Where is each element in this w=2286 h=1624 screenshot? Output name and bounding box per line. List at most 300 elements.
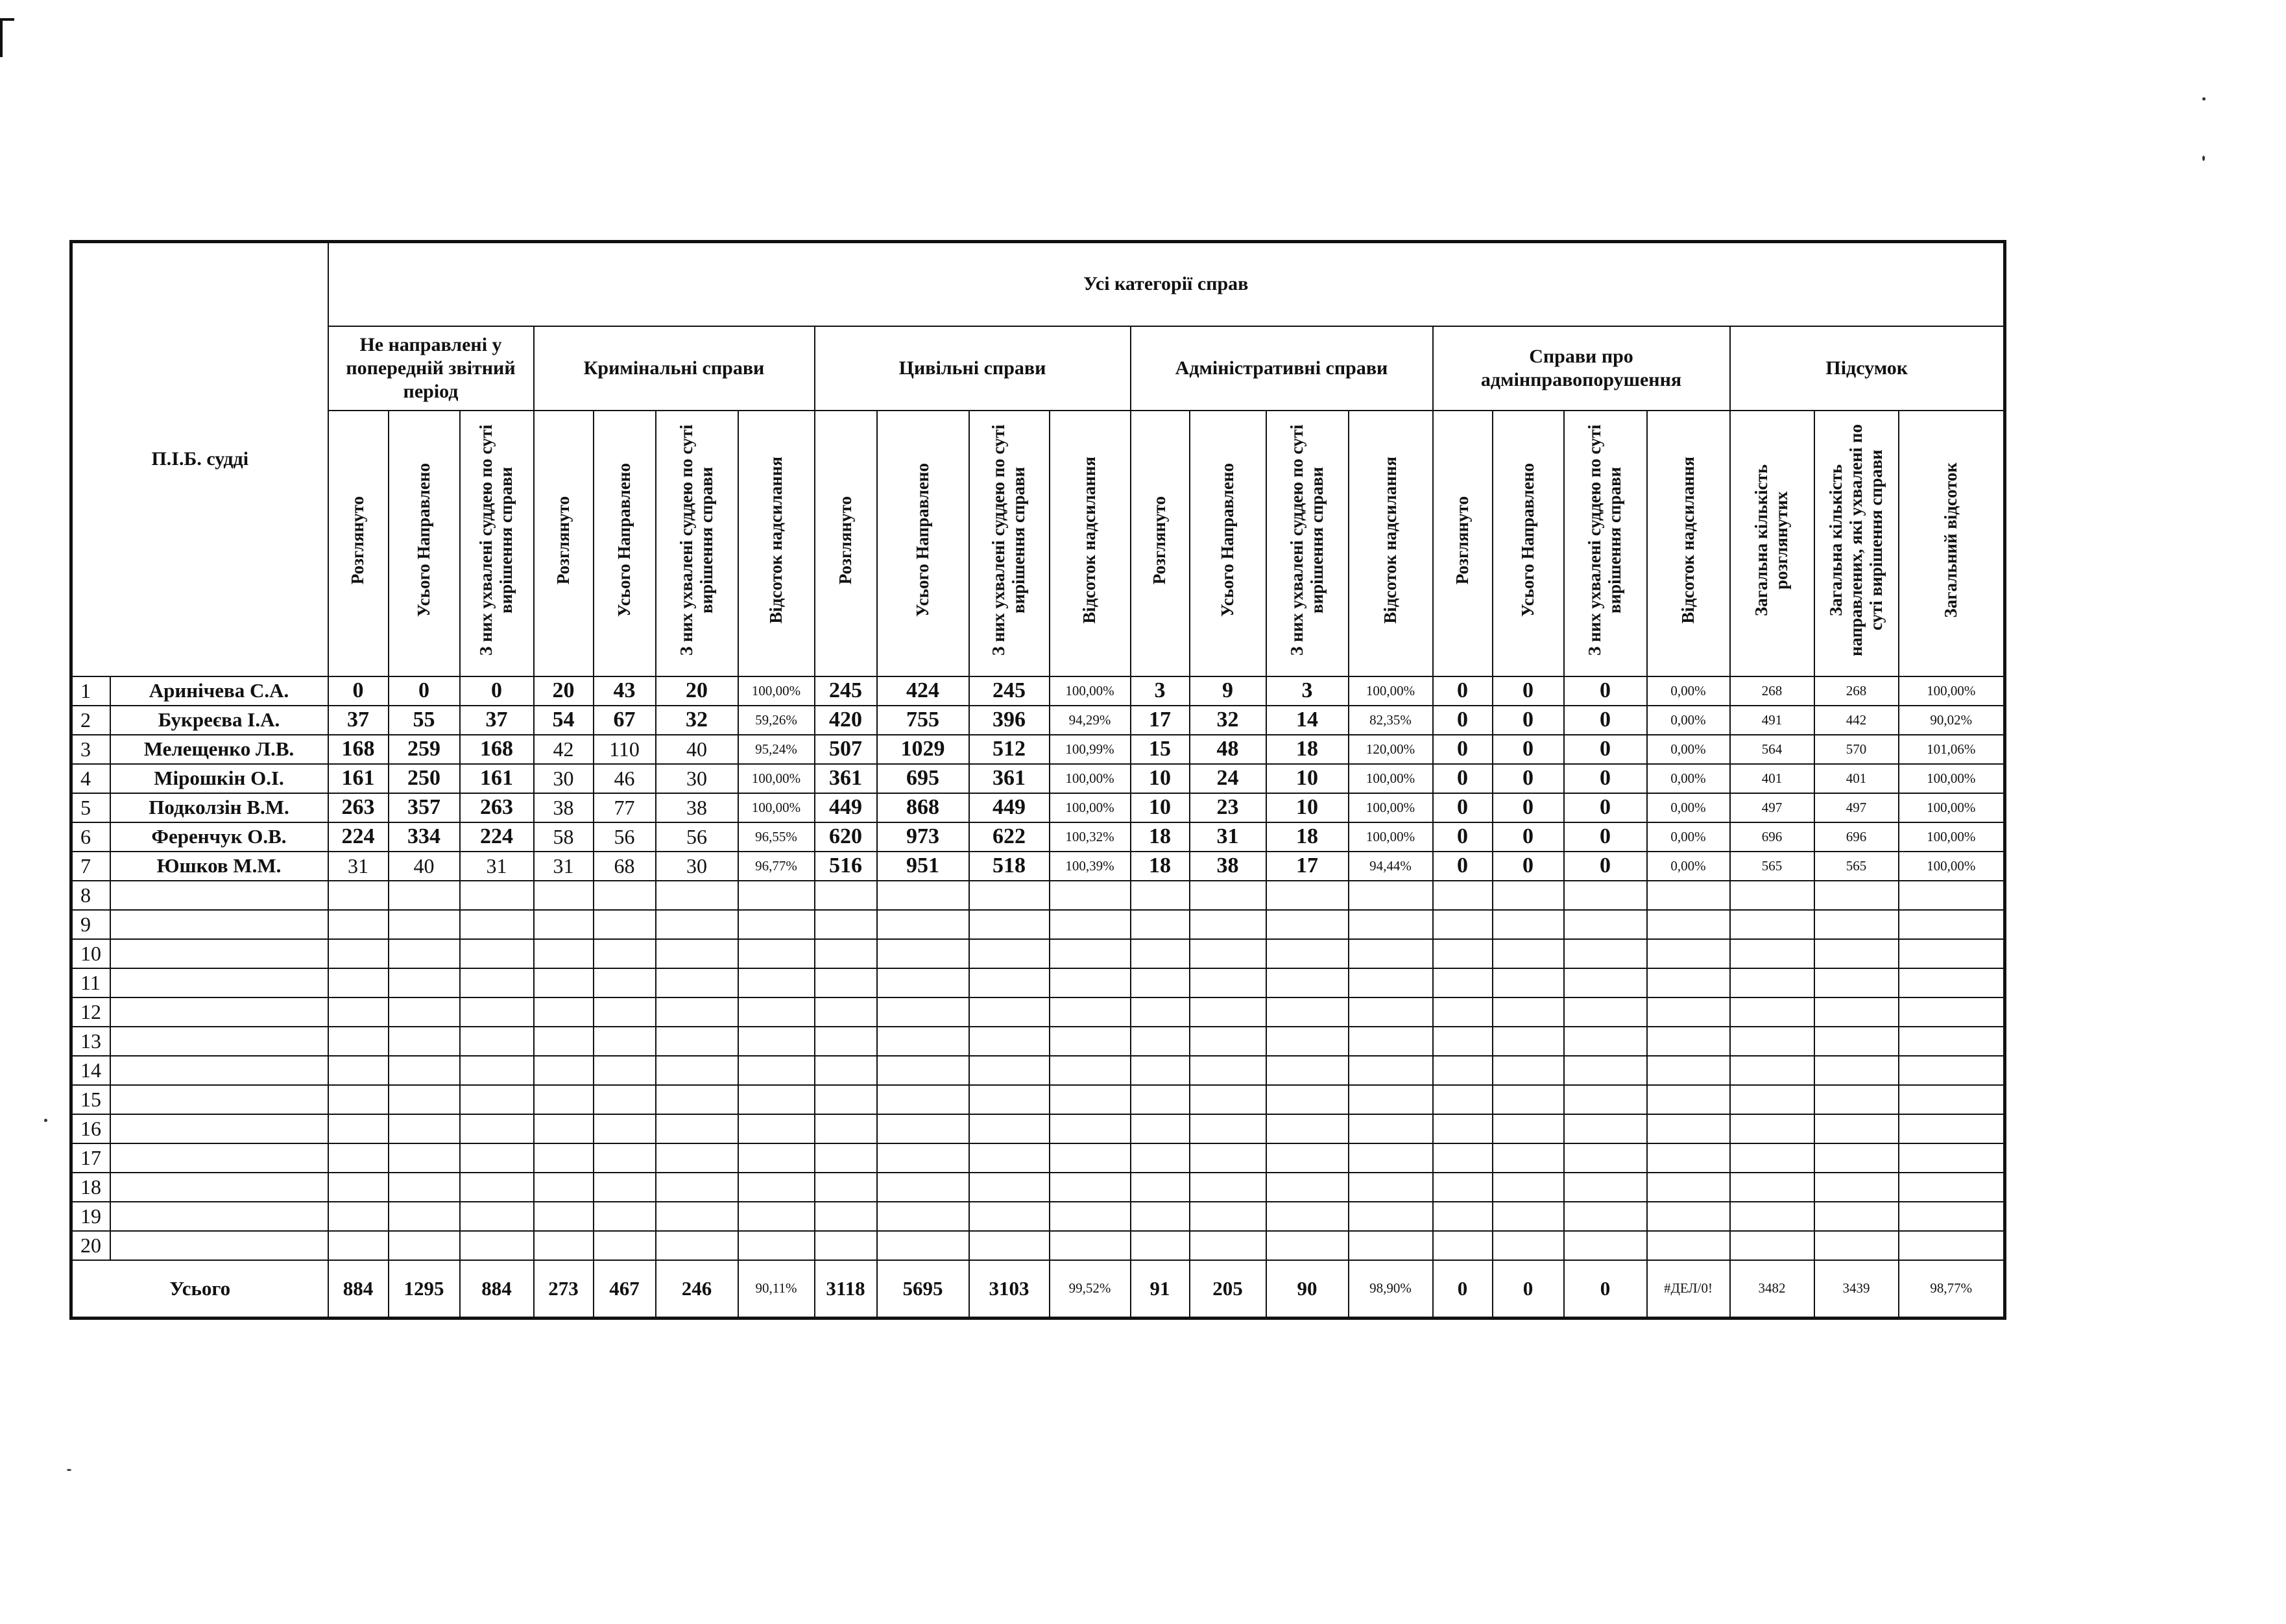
empty-cell (1564, 910, 1647, 939)
empty-cell (877, 997, 969, 1027)
empty-row (71, 910, 2005, 939)
empty-cell (594, 1173, 656, 1202)
empty-cell (815, 1202, 877, 1231)
civil-value: 361 (969, 764, 1050, 793)
sub-header (1730, 411, 1814, 676)
row-number: 5 (71, 793, 110, 822)
empty-cell (969, 1114, 1050, 1143)
empty-cell (1266, 1027, 1349, 1056)
civil-percent: 100,99% (1050, 735, 1131, 764)
empty-cell (877, 1027, 969, 1056)
judge-name-header: П.І.Б. судді (71, 242, 328, 676)
empty-cell (1493, 1202, 1564, 1231)
empty-cell (738, 1114, 815, 1143)
summary-total-reviewed: 696 (1730, 822, 1814, 852)
empty-cell (969, 1143, 1050, 1173)
empty-cell (1814, 939, 1899, 968)
admin-offence-percent: 0,00% (1647, 852, 1730, 881)
empty-cell (1349, 1231, 1433, 1260)
empty-cell (1266, 1173, 1349, 1202)
empty-cell (328, 910, 389, 939)
admin-offence-value: 0 (1433, 706, 1493, 735)
empty-cell (460, 910, 534, 939)
total-administrative-percent: 98,90% (1349, 1260, 1433, 1319)
judge-name: Букреєва І.А. (110, 706, 328, 735)
group-criminal: Кримінальні справи (534, 326, 815, 411)
not-sent-value: 224 (328, 822, 389, 852)
administrative-percent: 100,00% (1349, 764, 1433, 793)
empty-cell (460, 1231, 534, 1260)
empty-cell (877, 939, 969, 968)
empty-cell (1730, 910, 1814, 939)
empty-cell (1433, 939, 1493, 968)
sub-header-text: Розглянуто (348, 496, 368, 585)
criminal-value: 30 (656, 764, 738, 793)
admin-offence-value: 0 (1433, 735, 1493, 764)
sub-header-text: Розглянуто (553, 496, 573, 585)
empty-cell (328, 1114, 389, 1143)
total-criminal: 273 (534, 1260, 594, 1319)
empty-row (71, 1202, 2005, 1231)
empty-cell (1131, 1114, 1190, 1143)
empty-cell (1131, 997, 1190, 1027)
empty-cell (1190, 1143, 1266, 1173)
not-sent-value: 263 (328, 793, 389, 822)
sub-header-text: З них ухвалені суддею по суті вирішення справи (1585, 424, 1625, 656)
criminal-value: 77 (594, 793, 656, 822)
sub-header-text: Відсоток надсилання (765, 457, 786, 624)
empty-cell (460, 1085, 534, 1114)
summary-total-percent: 100,00% (1899, 793, 2005, 822)
empty-cell (1730, 1202, 1814, 1231)
sub-header-text: З них ухвалені суддею по суті вирішення справи (476, 424, 516, 656)
civil-value: 245 (815, 676, 877, 706)
empty-cell (1050, 968, 1131, 997)
empty-cell (1899, 1143, 2005, 1173)
empty-cell (1349, 881, 1433, 910)
sub-header-text: Розглянуто (1452, 496, 1472, 585)
empty-cell (389, 1231, 460, 1260)
empty-cell (1899, 1231, 2005, 1260)
empty-cell (815, 910, 877, 939)
empty-cell (1433, 1114, 1493, 1143)
empty-cell (460, 997, 534, 1027)
civil-value: 755 (877, 706, 969, 735)
criminal-value: 42 (534, 735, 594, 764)
admin-offence-value: 0 (1433, 676, 1493, 706)
empty-cell (1050, 1085, 1131, 1114)
scan-corner-mark (0, 18, 3, 57)
empty-cell (1050, 997, 1131, 1027)
empty-cell (389, 1114, 460, 1143)
empty-cell (1266, 939, 1349, 968)
empty-row (71, 1143, 2005, 1173)
empty-cell (815, 1173, 877, 1202)
empty-cell (110, 1202, 328, 1231)
administrative-value: 23 (1190, 793, 1266, 822)
criminal-percent: 96,55% (738, 822, 815, 852)
empty-cell (1050, 1027, 1131, 1056)
empty-cell (1730, 1056, 1814, 1085)
not-sent-value: 0 (460, 676, 534, 706)
empty-cell (1266, 1056, 1349, 1085)
criminal-percent: 100,00% (738, 764, 815, 793)
admin-offence-percent: 0,00% (1647, 676, 1730, 706)
empty-cell (534, 939, 594, 968)
empty-cell (110, 1114, 328, 1143)
empty-cell (110, 910, 328, 939)
not-sent-value: 224 (460, 822, 534, 852)
empty-cell (815, 1056, 877, 1085)
sub-header (656, 411, 738, 676)
empty-cell (1493, 1114, 1564, 1143)
admin-offence-value: 0 (1433, 764, 1493, 793)
empty-cell (1349, 1114, 1433, 1143)
empty-cell (656, 1085, 738, 1114)
empty-cell (110, 1056, 328, 1085)
empty-cell (877, 1173, 969, 1202)
empty-cell (1730, 997, 1814, 1027)
total-not-sent: 884 (328, 1260, 389, 1319)
row-number: 2 (71, 706, 110, 735)
total-civil: 5695 (877, 1260, 969, 1319)
not-sent-value: 0 (389, 676, 460, 706)
empty-cell (1349, 939, 1433, 968)
not-sent-value: 0 (328, 676, 389, 706)
summary-total-reviewed: 565 (1730, 852, 1814, 881)
empty-cell (1266, 1143, 1349, 1173)
empty-cell (389, 1027, 460, 1056)
empty-cell (1814, 1173, 1899, 1202)
empty-cell (1564, 1114, 1647, 1143)
sub-header-text: Усього Направлено (614, 463, 634, 617)
empty-cell (1433, 968, 1493, 997)
empty-cell (1433, 1027, 1493, 1056)
empty-cell (110, 1231, 328, 1260)
summary-total-reviewed: 497 (1730, 793, 1814, 822)
table-row (71, 852, 2005, 881)
empty-cell (534, 1027, 594, 1056)
empty-cell (1190, 939, 1266, 968)
admin-offence-value: 0 (1493, 822, 1564, 852)
summary-total-sent: 268 (1814, 676, 1899, 706)
empty-cell (389, 1056, 460, 1085)
administrative-value: 38 (1190, 852, 1266, 881)
empty-cell (1814, 1114, 1899, 1143)
empty-cell (656, 1027, 738, 1056)
criminal-value: 56 (656, 822, 738, 852)
empty-cell (594, 1114, 656, 1143)
empty-cell (877, 1056, 969, 1085)
empty-cell (328, 1173, 389, 1202)
empty-cell (1730, 968, 1814, 997)
empty-cell (460, 1027, 534, 1056)
empty-cell (1814, 1143, 1899, 1173)
sub-header (1564, 411, 1647, 676)
group-civil: Цивільні справи (815, 326, 1131, 411)
empty-cell (1493, 1173, 1564, 1202)
empty-cell (1131, 1202, 1190, 1231)
summary-total-percent: 100,00% (1899, 852, 2005, 881)
empty-cell (1899, 1114, 2005, 1143)
empty-cell (738, 968, 815, 997)
civil-value: 361 (815, 764, 877, 793)
empty-cell (534, 997, 594, 1027)
empty-cell (328, 939, 389, 968)
empty-cell (1647, 939, 1730, 968)
administrative-value: 18 (1131, 852, 1190, 881)
empty-cell (1349, 997, 1433, 1027)
civil-value: 420 (815, 706, 877, 735)
empty-cell (1814, 997, 1899, 1027)
empty-row (71, 1173, 2005, 1202)
empty-cell (389, 997, 460, 1027)
table-row (71, 822, 2005, 852)
empty-cell (1647, 1114, 1730, 1143)
empty-cell (1899, 1173, 2005, 1202)
empty-cell (594, 1143, 656, 1173)
empty-cell (328, 1085, 389, 1114)
scan-speck (67, 1469, 71, 1471)
empty-cell (1647, 968, 1730, 997)
empty-cell (1730, 1143, 1814, 1173)
civil-value: 695 (877, 764, 969, 793)
judge-name: Аринічева С.А. (110, 676, 328, 706)
empty-cell (877, 1143, 969, 1173)
empty-cell (1266, 997, 1349, 1027)
empty-cell (738, 881, 815, 910)
administrative-percent: 100,00% (1349, 822, 1433, 852)
empty-cell (1730, 881, 1814, 910)
row-number: 11 (71, 968, 110, 997)
empty-cell (1050, 1056, 1131, 1085)
empty-cell (1647, 1143, 1730, 1173)
criminal-value: 40 (656, 735, 738, 764)
total-criminal: 246 (656, 1260, 738, 1319)
not-sent-value: 168 (328, 735, 389, 764)
empty-cell (1814, 1027, 1899, 1056)
empty-cell (1647, 1202, 1730, 1231)
empty-cell (594, 1027, 656, 1056)
empty-cell (460, 1173, 534, 1202)
summary-total-sent: 565 (1814, 852, 1899, 881)
empty-cell (460, 1056, 534, 1085)
empty-row (71, 1056, 2005, 1085)
empty-cell (969, 881, 1050, 910)
sub-header (328, 411, 389, 676)
administrative-value: 17 (1131, 706, 1190, 735)
empty-cell (1266, 1231, 1349, 1260)
admin-offence-value: 0 (1493, 852, 1564, 881)
empty-cell (815, 939, 877, 968)
empty-cell (1433, 881, 1493, 910)
empty-cell (969, 1202, 1050, 1231)
empty-cell (656, 1231, 738, 1260)
empty-cell (1349, 1143, 1433, 1173)
total-civil-percent: 99,52% (1050, 1260, 1131, 1319)
administrative-value: 10 (1131, 764, 1190, 793)
empty-cell (969, 910, 1050, 939)
empty-cell (1433, 1173, 1493, 1202)
empty-cell (1131, 1056, 1190, 1085)
empty-cell (1433, 1202, 1493, 1231)
civil-value: 396 (969, 706, 1050, 735)
row-number: 18 (71, 1173, 110, 1202)
not-sent-value: 161 (328, 764, 389, 793)
sub-header-text: З них ухвалені суддею по суті вирішення справи (989, 424, 1029, 656)
empty-cell (594, 968, 656, 997)
empty-cell (1190, 1202, 1266, 1231)
sub-header-text: Розглянуто (835, 496, 855, 585)
empty-cell (1493, 1027, 1564, 1056)
empty-cell (594, 1056, 656, 1085)
empty-cell (969, 968, 1050, 997)
empty-cell (738, 1173, 815, 1202)
total-label: Усього (71, 1260, 328, 1319)
admin-offence-percent: 0,00% (1647, 822, 1730, 852)
empty-cell (656, 939, 738, 968)
empty-row (71, 968, 2005, 997)
sub-header-text: Усього Направлено (912, 463, 932, 617)
empty-cell (1050, 881, 1131, 910)
empty-cell (1564, 1173, 1647, 1202)
empty-cell (389, 1173, 460, 1202)
summary-total-percent: 100,00% (1899, 822, 2005, 852)
empty-cell (656, 997, 738, 1027)
empty-cell (1050, 1202, 1131, 1231)
empty-cell (1131, 939, 1190, 968)
summary-total-sent: 570 (1814, 735, 1899, 764)
not-sent-value: 40 (389, 852, 460, 881)
civil-value: 620 (815, 822, 877, 852)
empty-cell (594, 1202, 656, 1231)
empty-cell (460, 1143, 534, 1173)
empty-cell (877, 1085, 969, 1114)
empty-cell (877, 1231, 969, 1260)
sub-header (1266, 411, 1349, 676)
empty-cell (328, 968, 389, 997)
total-criminal: 467 (594, 1260, 656, 1319)
empty-cell (877, 910, 969, 939)
admin-offence-value: 0 (1493, 735, 1564, 764)
empty-cell (969, 997, 1050, 1027)
empty-cell (877, 1114, 969, 1143)
administrative-value: 10 (1131, 793, 1190, 822)
empty-cell (969, 1173, 1050, 1202)
empty-cell (534, 910, 594, 939)
empty-cell (1433, 997, 1493, 1027)
empty-cell (594, 997, 656, 1027)
sub-header (1050, 411, 1131, 676)
empty-cell (534, 1143, 594, 1173)
sub-header (1433, 411, 1493, 676)
empty-cell (738, 1027, 815, 1056)
empty-cell (1433, 1231, 1493, 1260)
empty-cell (1814, 1202, 1899, 1231)
empty-cell (738, 1202, 815, 1231)
administrative-value: 14 (1266, 706, 1349, 735)
empty-cell (1131, 881, 1190, 910)
civil-value: 512 (969, 735, 1050, 764)
empty-cell (1647, 1173, 1730, 1202)
empty-cell (656, 968, 738, 997)
criminal-value: 43 (594, 676, 656, 706)
not-sent-value: 168 (460, 735, 534, 764)
civil-percent: 100,32% (1050, 822, 1131, 852)
sub-header-text: Загальна кількість розглянутих (1751, 464, 1792, 617)
criminal-value: 58 (534, 822, 594, 852)
empty-cell (1349, 1027, 1433, 1056)
administrative-value: 10 (1266, 764, 1349, 793)
empty-cell (1131, 1231, 1190, 1260)
civil-value: 516 (815, 852, 877, 881)
empty-cell (534, 1114, 594, 1143)
empty-cell (815, 968, 877, 997)
summary-total-percent: 100,00% (1899, 764, 2005, 793)
criminal-value: 38 (534, 793, 594, 822)
empty-cell (738, 939, 815, 968)
administrative-percent: 120,00% (1349, 735, 1433, 764)
scan-speck (2202, 156, 2205, 161)
group-summary: Підсумок (1730, 326, 2005, 411)
row-number: 7 (71, 852, 110, 881)
empty-cell (328, 1143, 389, 1173)
empty-cell (1899, 1085, 2005, 1114)
empty-cell (1493, 1143, 1564, 1173)
empty-cell (328, 1056, 389, 1085)
scan-speck (2202, 97, 2206, 101)
empty-cell (815, 997, 877, 1027)
empty-cell (1493, 881, 1564, 910)
administrative-percent: 100,00% (1349, 793, 1433, 822)
civil-percent: 100,00% (1050, 764, 1131, 793)
total-not-sent: 1295 (389, 1260, 460, 1319)
empty-cell (1433, 1056, 1493, 1085)
empty-cell (460, 881, 534, 910)
empty-cell (1349, 910, 1433, 939)
empty-cell (1564, 997, 1647, 1027)
admin-offence-value: 0 (1433, 852, 1493, 881)
administrative-value: 9 (1190, 676, 1266, 706)
empty-cell (1433, 910, 1493, 939)
criminal-value: 20 (656, 676, 738, 706)
administrative-value: 18 (1266, 822, 1349, 852)
sub-header-text: З них ухвалені суддею по суті вирішення справи (1286, 424, 1327, 656)
empty-cell (1266, 1202, 1349, 1231)
empty-cell (656, 910, 738, 939)
empty-cell (1266, 910, 1349, 939)
civil-value: 449 (815, 793, 877, 822)
empty-cell (1050, 1173, 1131, 1202)
not-sent-value: 259 (389, 735, 460, 764)
row-number: 14 (71, 1056, 110, 1085)
admin-offence-percent: 0,00% (1647, 735, 1730, 764)
row-number: 6 (71, 822, 110, 852)
civil-value: 507 (815, 735, 877, 764)
admin-offence-percent: 0,00% (1647, 764, 1730, 793)
empty-cell (656, 1056, 738, 1085)
empty-cell (1050, 1114, 1131, 1143)
criminal-value: 32 (656, 706, 738, 735)
sub-header (1131, 411, 1190, 676)
empty-cell (1564, 1231, 1647, 1260)
administrative-percent: 100,00% (1349, 676, 1433, 706)
report-table-wrapper (69, 240, 2006, 1320)
empty-cell (1131, 1027, 1190, 1056)
empty-row (71, 1085, 2005, 1114)
sub-header (534, 411, 594, 676)
criminal-percent: 100,00% (738, 676, 815, 706)
